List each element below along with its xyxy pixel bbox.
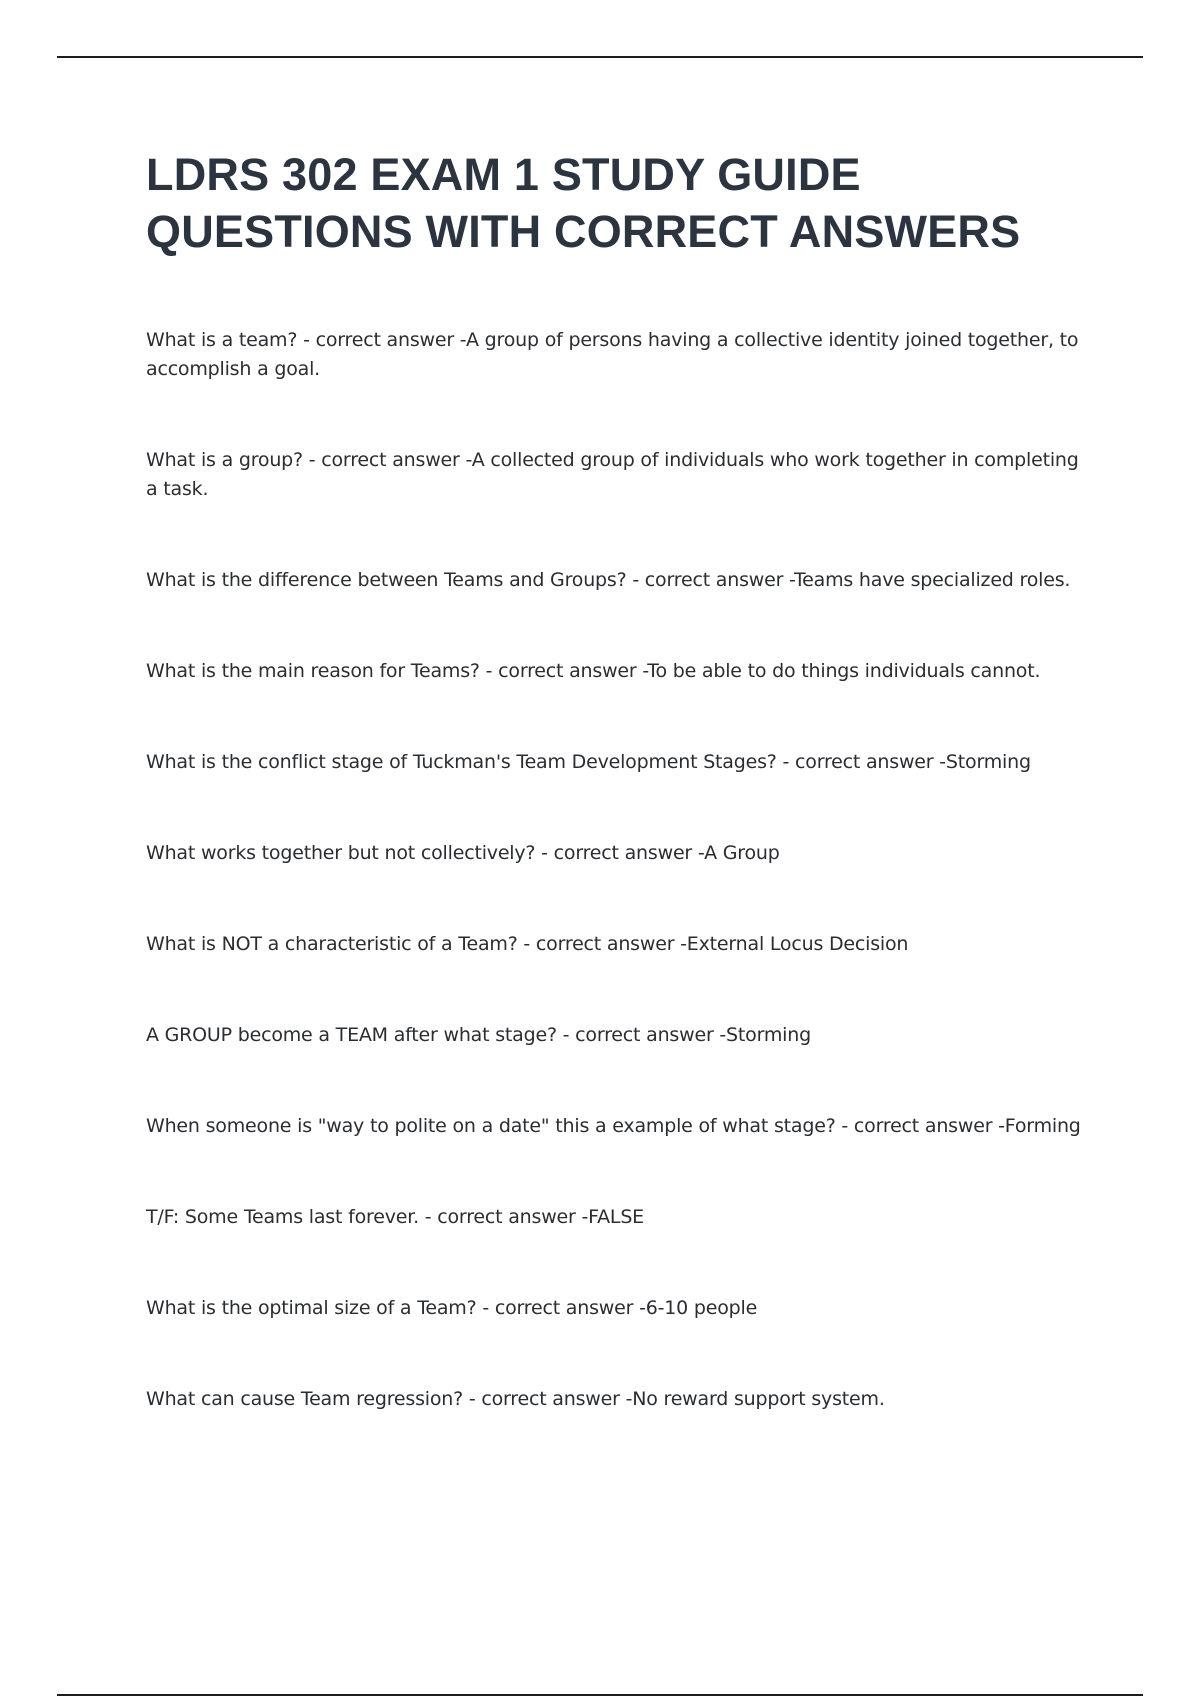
- qa-item: What is a group? - correct answer -A collected group of individuals who work together in completing a task.: [146, 449, 1079, 500]
- title-line-1: LDRS 302 EXAM 1 STUDY GUIDE: [146, 149, 861, 200]
- title-line-2: QUESTIONS WITH CORRECT ANSWERS: [146, 206, 1021, 257]
- qa-item: When someone is "way to polite on a date" this a example of what stage? - correct answer -Forming: [146, 1115, 1081, 1137]
- qa-list: [146, 326, 1086, 1414]
- qa-item: What is NOT a characteristic of a Team? - correct answer -External Locus Decision: [146, 933, 909, 955]
- bottom-divider: [57, 1694, 1143, 1696]
- qa-item: T/F: Some Teams last forever. - correct answer -FALSE: [146, 1206, 644, 1228]
- top-divider: [57, 56, 1143, 58]
- qa-item: What works together but not collectively? - correct answer -A Group: [146, 842, 780, 864]
- qa-item: What is the optimal size of a Team? - correct answer -6-10 people: [146, 1297, 758, 1319]
- qa-item: What is the difference between Teams and Groups? - correct answer -Teams have specialized roles.: [146, 569, 1071, 591]
- qa-item: What is the main reason for Teams? - correct answer -To be able to do things individuals cannot.: [146, 660, 1041, 682]
- qa-item: What is a team? - correct answer -A group of persons having a collective identity joined together, to accomplish a goal.: [146, 329, 1079, 380]
- document-title: [146, 146, 1106, 260]
- qa-item: What can cause Team regression? - correct answer -No reward support system.: [146, 1388, 885, 1410]
- qa-item: What is the conflict stage of Tuckman's Team Development Stages? - correct answer -Storming: [146, 751, 1031, 773]
- qa-item: A GROUP become a TEAM after what stage? - correct answer -Storming: [146, 1024, 811, 1046]
